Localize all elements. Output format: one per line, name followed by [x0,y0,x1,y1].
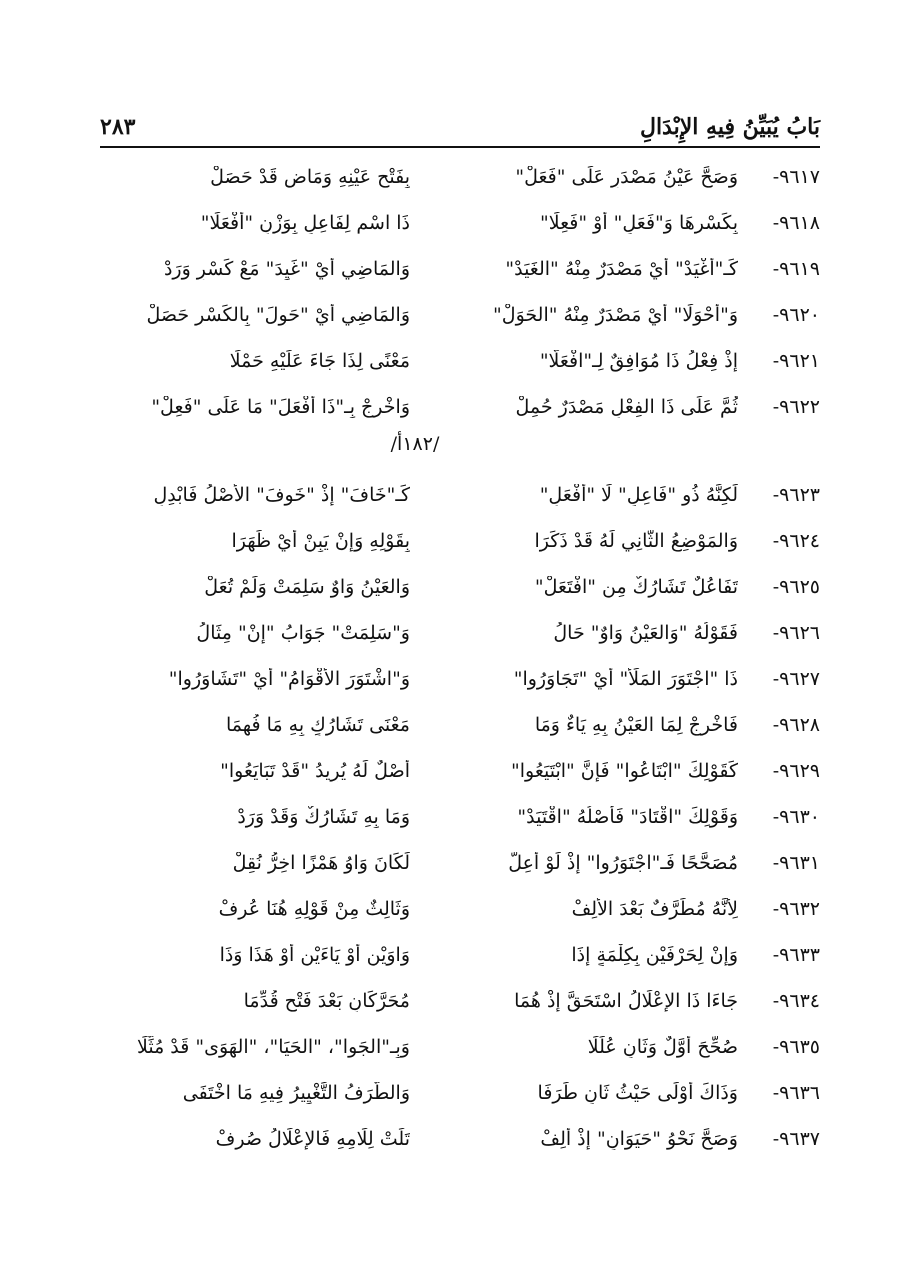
verse-number: ٩٦٣٤- [772,990,820,1012]
verse-number: ٩٦٣٢- [772,898,820,920]
verse-line [100,756,820,796]
second-hemistich: لَكَانَ وَاوُ هَمْزًا اخِرُّ نُقِلْ [232,852,410,874]
verse-line [100,802,820,842]
first-hemistich: وَذَاكَ أَوْلَى حَيْثُ ثَانٍ طَرَفَا [537,1082,738,1104]
verse-line [100,986,820,1026]
verse-number: ٩٦٢٢- [772,396,820,418]
first-hemistich: وَصَحَّ عَيْنُ مَصْدَرٍ عَلَى "فَعَلْ" [515,166,738,188]
first-hemistich: صُحِّحَ أَوَّلٌ وَثَانٍ عُلِّلَا [587,1036,738,1058]
verse-number: ٩٦١٧- [772,166,820,188]
first-hemistich: بِكَسْرِهَا وَ"فَعَلٍ" أَوْ "فَعِلَا" [540,212,738,234]
first-hemistich: إِذْ فِعْلُ ذَا مُوَافِقٌ لِـ"افْعَلَّا" [539,350,738,372]
second-hemistich: وَالعَيْنُ وَاوٌ سَلِمَتْ وَلَمْ تُعَلْ [204,576,410,598]
first-hemistich: فَقَوْلُهُ "وَالعَيْنُ وَاوٌ" حَالُ [553,622,738,644]
first-hemistich: جَاءَا ذَا الإِعْلَالُ اسْتَحَقَّ إِذْ هُمَا [514,990,738,1012]
first-hemistich: كَـ"أَغْيَدْ" أَيْ مَصْدَرٌ مِنْهُ "الغَيَدْ" [505,258,738,280]
verse-number: ٩٦٢٤- [772,530,820,552]
first-hemistich: فَاخْرِجْ لِمَا العَيْنُ بِهِ يَاءٌ وَمَا [534,714,738,736]
header-rule [100,146,820,148]
verse-line [100,618,820,658]
verse-line [100,572,820,612]
second-hemistich: وَبِـ"الجَوا"، "الحَيَا"، "الهَوَى" قَدْ مُثِّلَا [137,1036,410,1058]
first-hemistich: وَ"أَحْوَلَا" أَيْ مَصْدَرٌ مِنْهُ "الحَوَلْ" [493,304,738,326]
second-hemistich: كَـ"خَافَ" إِذْ "خَوِفَ" الأَصْلُ فَابْدِلِ [153,484,410,506]
second-hemistich: أَصْلٌ لَهُ يُرِيدُ "قَدْ تَبَايَعُوا" [220,760,410,782]
verse-line [100,940,820,980]
second-hemistich: بِقَوْلِهِ وَإِنْ يَبِنْ أَيْ ظَهَرَا [231,530,410,552]
verse-number: ٩٦٢٦- [772,622,820,644]
second-hemistich: بِفَتْحِ عَيْنِهِ وَمَاضٍ قَدْ حَصَلْ [210,166,410,188]
verse-number: ٩٦١٨- [772,212,820,234]
verse-number: ٩٦٢٥- [772,576,820,598]
second-hemistich: مُحَرَّكَانِ بَعْدَ فَتْحٍ قُدِّمَا [243,990,410,1012]
first-hemistich: كَقَوْلِكَ "ابْتَاعُوا" فَإِنَّ "ابْتَيَعُوا" [511,760,738,782]
verse-line [100,162,820,202]
second-hemistich: وَالمَاضِي أَيْ "غَيِدَ" مَعْ كَسْرٍ وَرَدْ [163,258,410,280]
first-hemistich: ثُمَّ عَلَى ذَا الفِعْلِ مَصْدَرٌ حُمِلْ [515,396,738,418]
verse-number: ٩٦٢٨- [772,714,820,736]
first-hemistich: لِأَنَّهُ مُطَرَّفٌ بَعْدَ الأَلِفْ [571,898,738,920]
second-hemistich: وَمَا بِهِ تَشَارُكٌ وَقَدْ وَرَدْ [237,806,410,828]
second-hemistich: وَاخْرِجْ بِـ"ذَا أَفْعَلَ" مَا عَلَى "فَعِلْ" [151,396,410,418]
verse-number: ٩٦٣٣- [772,944,820,966]
verse-line [100,392,820,432]
second-hemistich: وَ"اشْتَوَرَ الأَقْوَامُ" أَيْ "تَشَاوَرُوا" [168,668,410,690]
second-hemistich: مَعْنًى لِذَا جَاءَ عَلَيْهِ حَمْلَا [229,350,410,372]
verse-line [100,1124,820,1164]
verse-number: ٩٦٢٠- [772,304,820,326]
chapter-title: بَابُ يُبَيِّنُ فِيهِ الإِبْدَالِ [639,114,820,140]
first-hemistich: وَصَحَّ نَحْوُ "حَيَوَانٍ" إِذْ أَلِفْ [540,1128,738,1150]
verse-line [100,1032,820,1072]
verse-line [100,208,820,248]
page-number: ٢٨٣ [100,114,136,140]
verse-number: ٩٦٢٣- [772,484,820,506]
first-hemistich: ذَا "اجْتَوَرَ المَلَأُ" أَيْ "تَجَاوَرُوا" [513,668,738,690]
second-hemistich: تَلَتْ لِلَامِهِ فَالإِعْلَالُ صُرِفْ [215,1128,410,1150]
first-hemistich: مُصَحَّحًا فَـ"اجْتَوَرُوا" إِذْ لَوْ أُعِلّ [508,852,738,874]
verse-line [100,526,820,566]
verse-line [100,710,820,750]
verse-number: ٩٦٣١- [772,852,820,874]
verse-line [100,1078,820,1118]
manuscript-folio-mark: /١٨٢أ/ [390,433,440,455]
first-hemistich: تَفَاعُلٌ تَشَارُكٌ مِنِ "افْتَعَلْ" [534,576,738,598]
verse-number: ٩٦٢٧- [772,668,820,690]
first-hemistich: وَإِنْ لِحَرْفَيْنِ بِكِلْمَةٍ إِذَا [571,944,738,966]
verse-line [100,848,820,888]
verse-number: ٩٦٢١- [772,350,820,372]
verse-number: ٩٦٣٠- [772,806,820,828]
verse-line [100,254,820,294]
second-hemistich: وَالطَّرَفُ التَّغْيِيرُ فِيهِ مَا اخْتَفَى [182,1082,410,1104]
verse-number: ٩٦٢٩- [772,760,820,782]
verse-number: ٩٦٣٦- [772,1082,820,1104]
verse-number: ٩٦١٩- [772,258,820,280]
verse-line [100,664,820,704]
first-hemistich: وَالمَوْضِعُ الثَّانِي لَهُ قَدْ ذَكَرَا [534,530,738,552]
second-hemistich: وَ"سَلِمَتْ" جَوَابُ "إِنْ" مِثَالُ [196,622,410,644]
verse-line [100,894,820,934]
first-hemistich: لَكِنَّهُ ذُو "فَاعِلٍ" لَا "أَفْعَلِ" [539,484,738,506]
second-hemistich: وَثَالِثٌ مِنْ قَوْلِهِ هُنَا عُرِفْ [218,898,410,920]
second-hemistich: وَالمَاضِي أَيْ "حَوِلَ" بِالكَسْرِ حَصَلْ [146,304,410,326]
first-hemistich: وَقَوْلِكَ "اقْتَادَ" فَأَصْلُهُ "اقْتَيَدْ" [517,806,738,828]
verse-line [100,480,820,520]
second-hemistich: وَاوَيْنِ أَوْ يَاءَيْنِ أَوْ هَذَا وَذَا [219,944,410,966]
second-hemistich: مَعْنَى تَشَارُكٍ بِهِ مَا فُهِمَا [226,714,410,736]
second-hemistich: ذَا اسْمٍ لِفَاعِلٍ بِوَزْنِ "أَفْعَلَا" [200,212,410,234]
verse-line [100,346,820,386]
verse-number: ٩٦٣٥- [772,1036,820,1058]
verse-number: ٩٦٣٧- [772,1128,820,1150]
verse-line [100,300,820,340]
